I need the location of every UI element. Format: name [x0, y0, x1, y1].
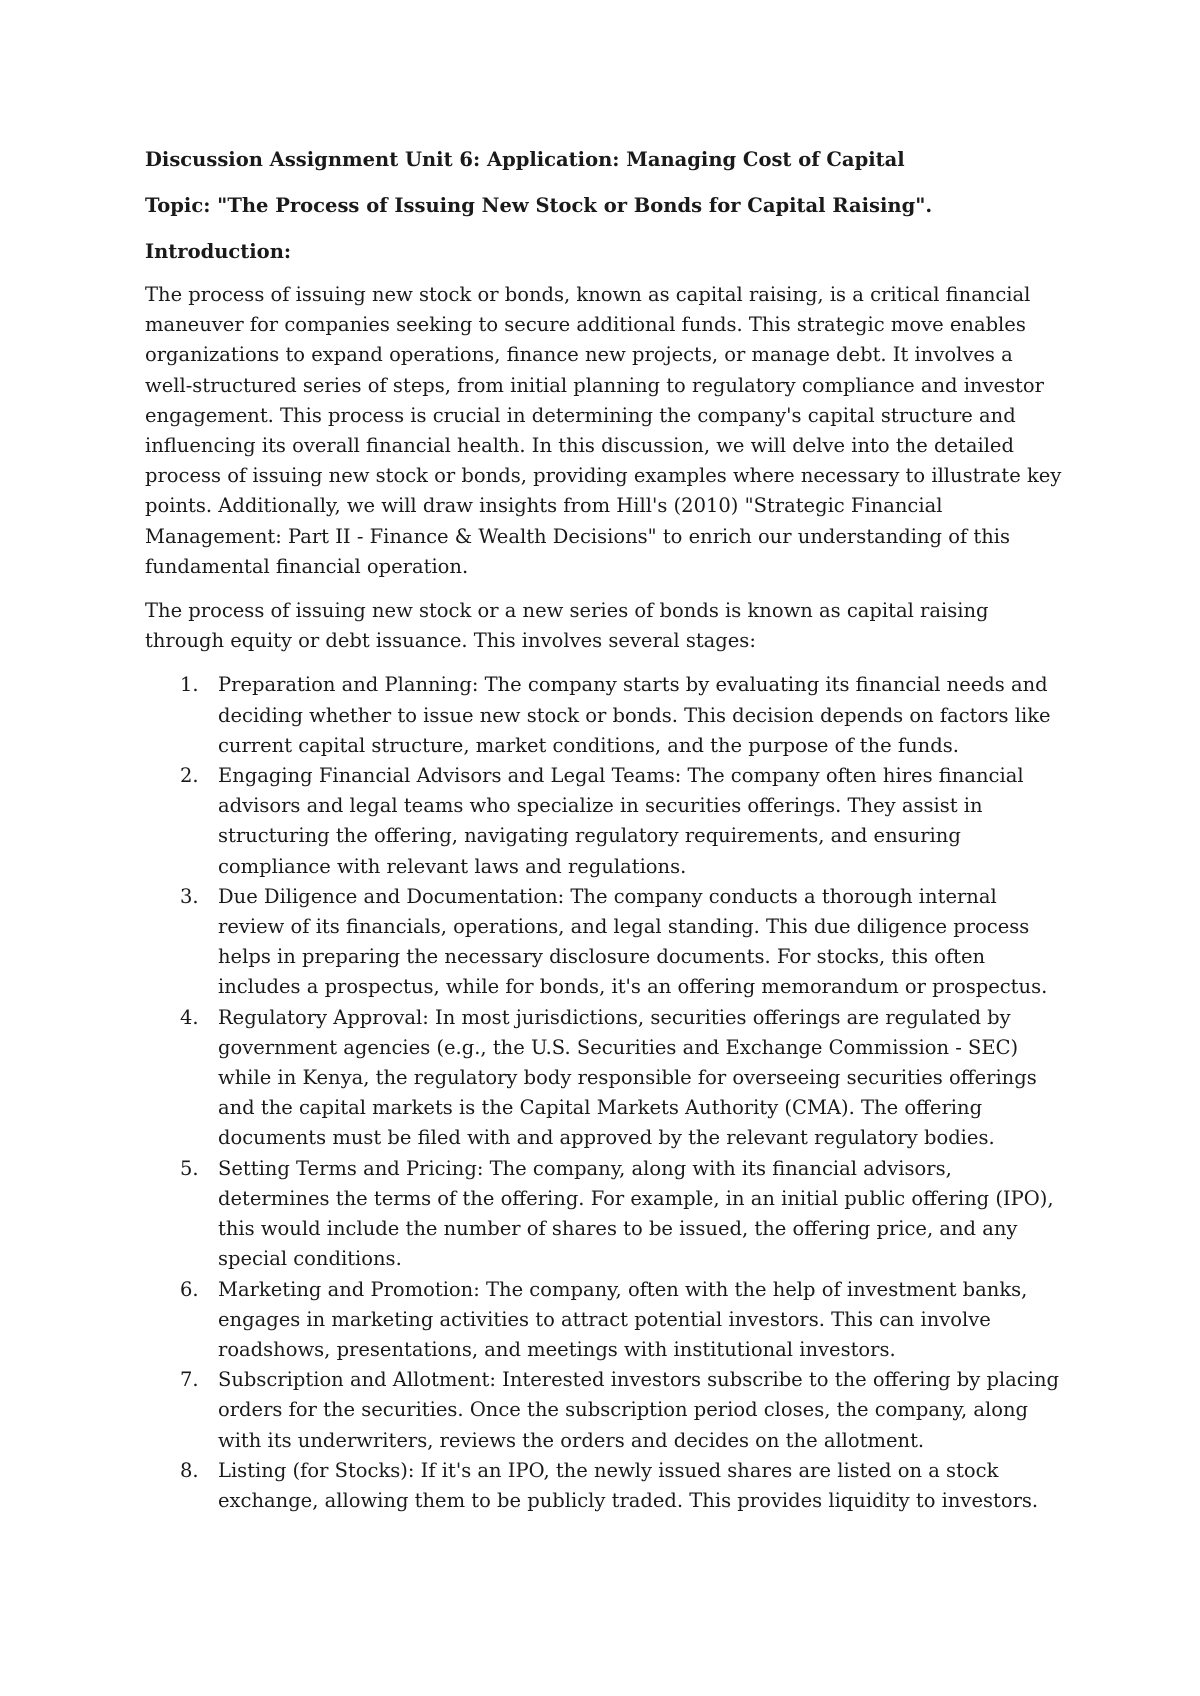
list-item-text: Listing (for Stocks): If it's an IPO, the newly issued shares are listed on a stock exchange, allowing them to be publicly traded. This provides liquidity to investors. — [218, 1458, 1039, 1512]
process-paragraph: The process of issuing new stock or a new series of bonds is known as capital raising through equity or debt issuance. This involves several stages: — [145, 599, 989, 653]
list-item-text: Regulatory Approval: In most jurisdictions, securities offerings are regulated by government agencies (e.g., the U.S. Securities and Exchange Commission - SEC) while in Kenya, the regulatory body responsible for overseeing securities offerings and the capital markets is the Capital Markets Authority (CMA). The offering documents must be filed with and approved by the relevant regulatory bodies. — [218, 1005, 1037, 1150]
list-item — [145, 1154, 1065, 1275]
list-item-number: 5. — [180, 1156, 199, 1180]
list-item — [145, 761, 1065, 882]
list-item — [145, 670, 1065, 761]
list-item-text: Engaging Financial Advisors and Legal Teams: The company often hires financial advisors and legal teams who specialize in securities offerings. They assist in structuring the offering, navigating regulatory requirements, and ensuring compliance with relevant laws and regulations. — [218, 764, 1024, 878]
list-item-number: 4. — [180, 1005, 199, 1029]
introduction-heading: Introduction: — [145, 240, 292, 263]
list-item — [145, 1003, 1065, 1154]
list-item-number: 8. — [180, 1458, 199, 1482]
document-page — [145, 146, 1065, 1516]
document-topic: Topic: "The Process of Issuing New Stock or Bonds for Capital Raising". — [145, 194, 933, 217]
list-item-text: Subscription and Allotment: Interested investors subscribe to the offering by placing orders for the securities. Once the subscription period closes, the company, along with its underwriters, reviews the orders and decides on the allotment. — [218, 1368, 1059, 1452]
list-item-number: 2. — [180, 764, 199, 788]
list-item — [145, 882, 1065, 1003]
list-item — [145, 1365, 1065, 1456]
introduction-paragraph: The process of issuing new stock or bonds, known as capital raising, is a critical financial maneuver for companies seeking to secure additional funds. This strategic move enables organizations to expand operations, finance new projects, or manage debt. It involves a well-structured series of steps, from initial planning to regulatory compliance and investor engagement. This process is crucial in determining the company's capital structure and influencing its overall financial health. In this discussion, we will delve into the detailed process of issuing new stock or bonds, providing examples where necessary to illustrate key points. Additionally, we will draw insights from Hill's (2010) "Strategic Financial Management: Part II - Finance & Wealth Decisions" to enrich our understanding of this fundamental financial operation. — [145, 283, 1062, 578]
list-item-text: Due Diligence and Documentation: The company conducts a thorough internal review of its financials, operations, and legal standing. This due diligence process helps in preparing the necessary disclosure documents. For stocks, this often includes a prospectus, while for bonds, it's an offering memorandum or prospectus. — [218, 884, 1048, 999]
list-item-number: 7. — [180, 1368, 199, 1392]
list-item-text: Marketing and Promotion: The company, often with the help of investment banks, engages in marketing activities to attract potential investors. This can involve roadshows, presentations, and meetings with institutional investors. — [218, 1277, 1028, 1361]
list-item-number: 3. — [180, 884, 199, 908]
list-item — [145, 1275, 1065, 1366]
document-title: Discussion Assignment Unit 6: Application: Managing Cost of Capital — [145, 148, 905, 171]
list-item — [145, 1456, 1065, 1516]
list-item-number: 6. — [180, 1277, 199, 1301]
list-item-number: 1. — [180, 673, 199, 697]
process-steps-list — [145, 670, 1065, 1516]
list-item-text: Setting Terms and Pricing: The company, along with its financial advisors, determines the terms of the offering. For example, in an initial public offering (IPO), this would include the number of shares to be issued, the offering price, and any special conditions. — [218, 1156, 1054, 1271]
list-item-text: Preparation and Planning: The company starts by evaluating its financial needs and deciding whether to issue new stock or bonds. This decision depends on factors like current capital structure, market conditions, and the purpose of the funds. — [218, 673, 1051, 757]
